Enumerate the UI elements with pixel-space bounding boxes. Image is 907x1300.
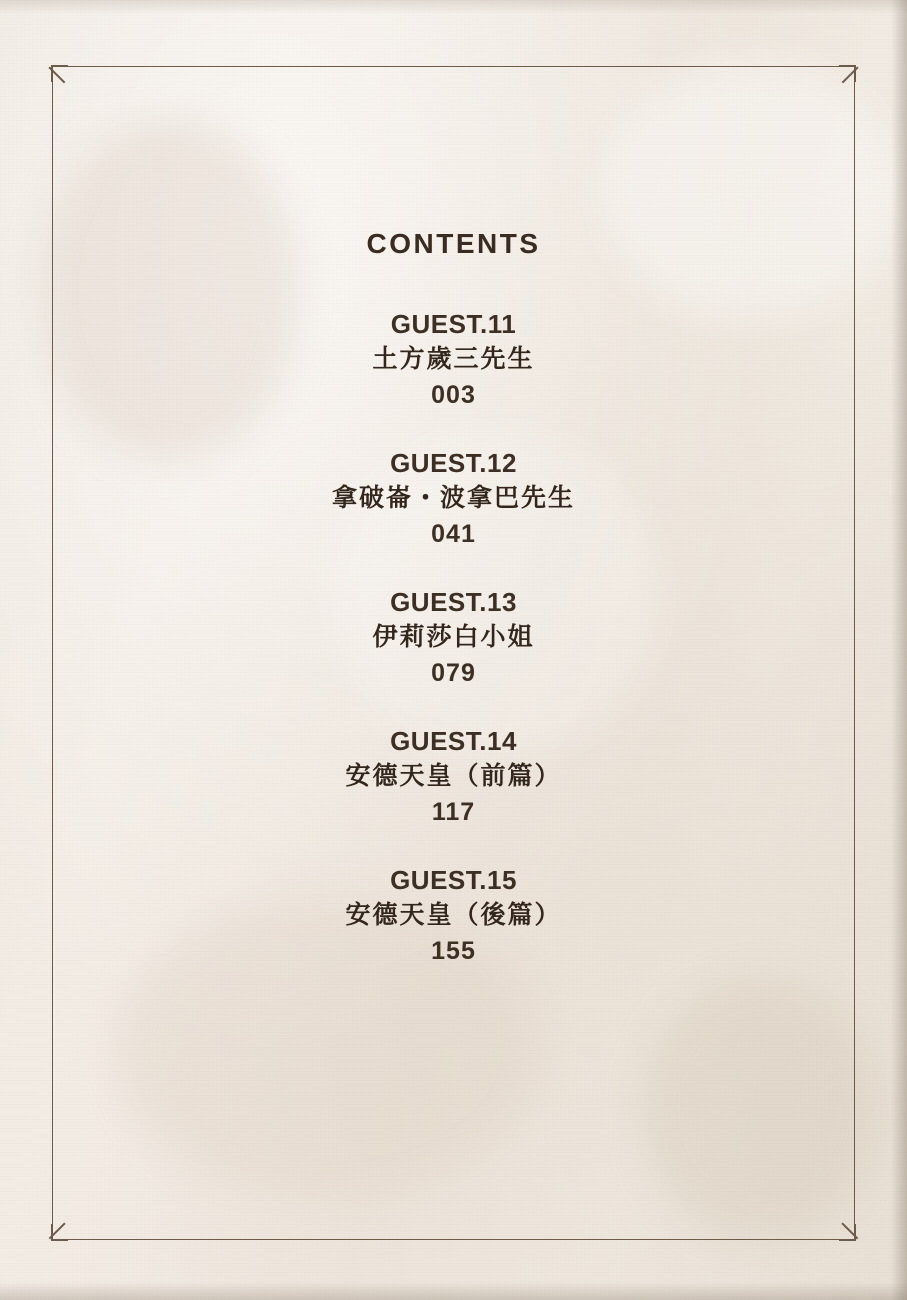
toc-entry-title: 安德天皇（前篇） bbox=[345, 760, 562, 790]
toc-entry-code: GUEST.15 bbox=[390, 865, 517, 895]
toc-entry-title: 安德天皇（後篇） bbox=[345, 899, 562, 929]
toc-entry-code: GUEST.11 bbox=[390, 309, 517, 339]
toc-entry-page-number: 041 bbox=[431, 520, 476, 548]
toc-entry[interactable] bbox=[0, 725, 907, 827]
toc-entry[interactable] bbox=[0, 447, 907, 549]
toc-entry-code: GUEST.12 bbox=[390, 448, 517, 478]
toc-entry-title: 拿破崙・波拿巴先生 bbox=[331, 482, 575, 512]
corner-ornament-top-right bbox=[839, 65, 856, 82]
scan-edge-shadow-bottom bbox=[0, 1282, 907, 1300]
toc-entry[interactable] bbox=[0, 586, 907, 688]
toc-entry-page-number: 155 bbox=[431, 937, 476, 965]
table-of-contents bbox=[0, 228, 907, 1003]
toc-entry-title: 土方歲三先生 bbox=[372, 343, 535, 373]
toc-entry-page-number: 117 bbox=[431, 798, 476, 826]
page-title: CONTENTS bbox=[366, 228, 541, 259]
toc-entry-page-number: 079 bbox=[431, 659, 476, 687]
corner-ornament-top-left bbox=[51, 65, 68, 82]
toc-entry-code: GUEST.13 bbox=[390, 587, 517, 617]
toc-entry[interactable] bbox=[0, 864, 907, 966]
toc-entry[interactable] bbox=[0, 308, 907, 410]
scan-edge-shadow-top bbox=[0, 0, 907, 14]
toc-entry-code: GUEST.14 bbox=[390, 726, 517, 756]
toc-entry-page-number: 003 bbox=[431, 381, 476, 409]
toc-entry-title: 伊莉莎白小姐 bbox=[372, 621, 535, 651]
